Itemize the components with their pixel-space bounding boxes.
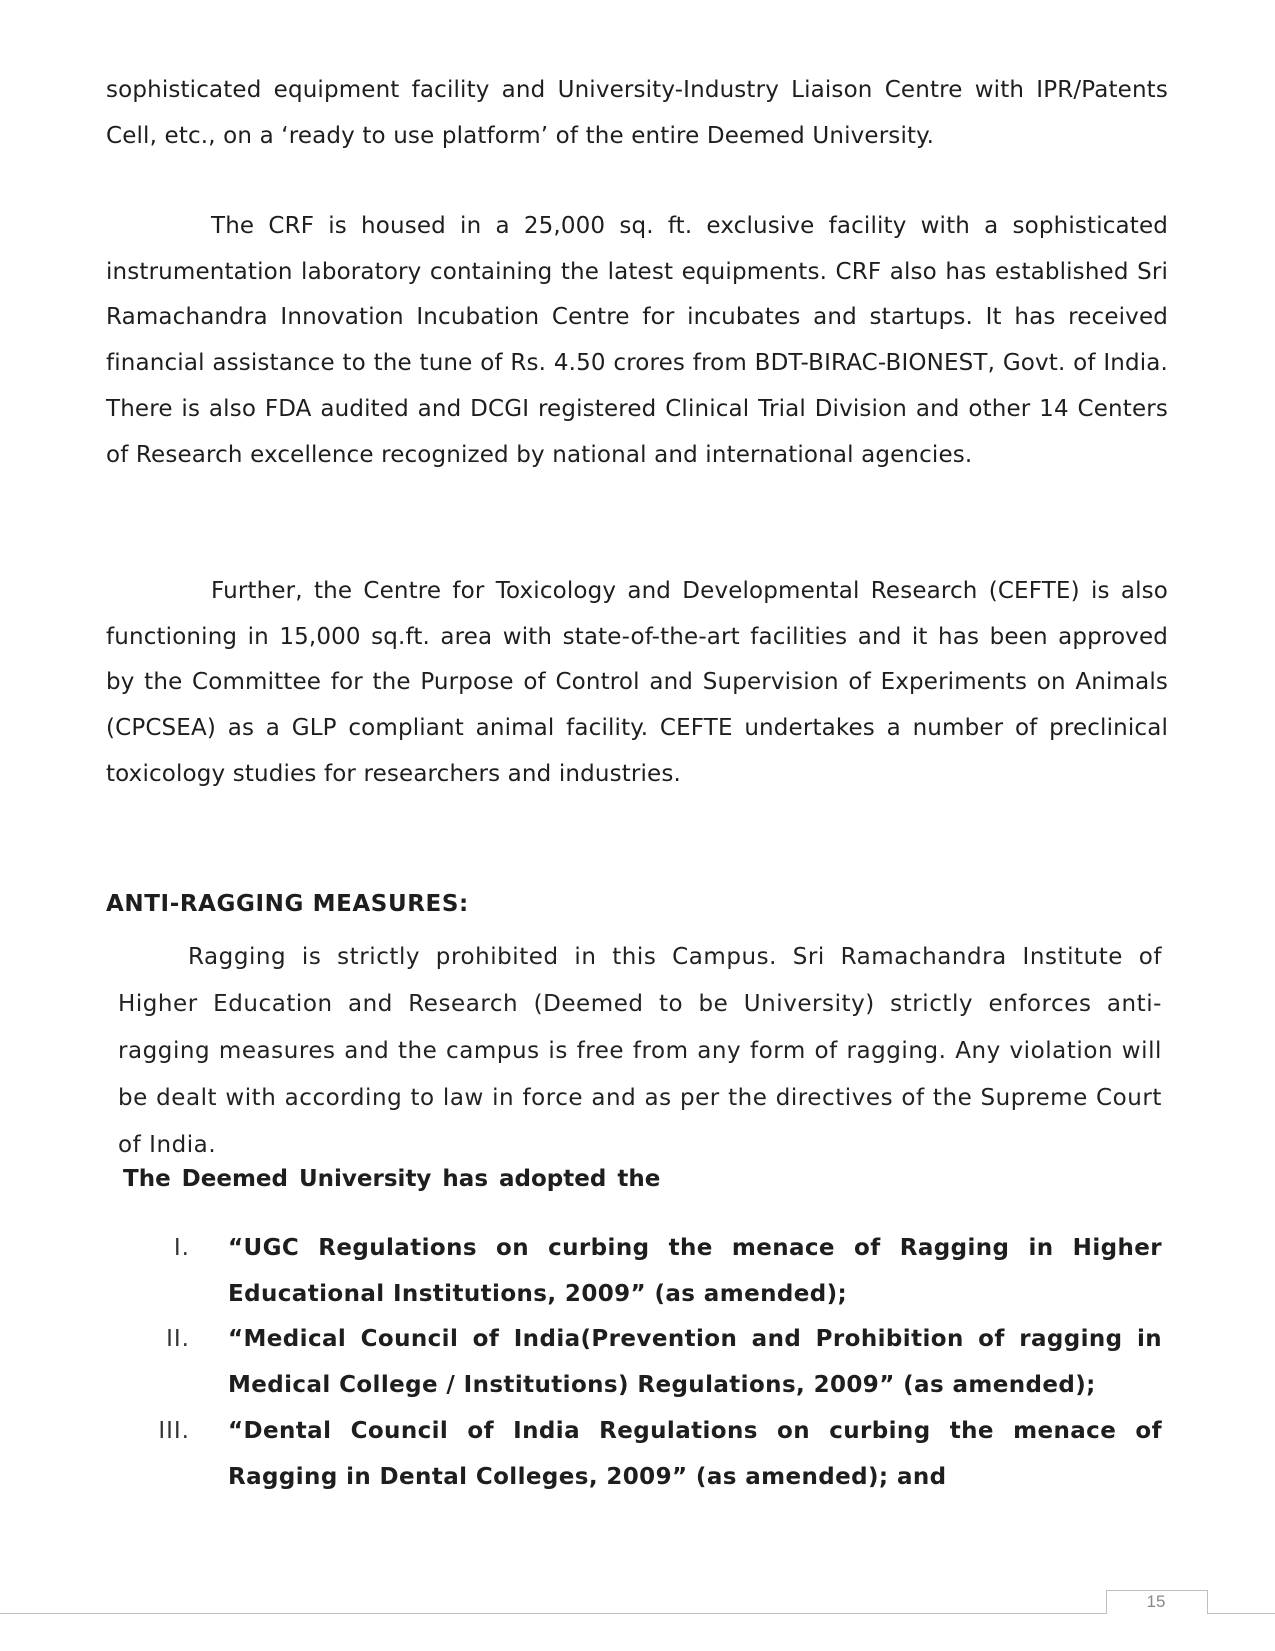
anti-ragging-heading: ANTI-RAGGING MEASURES:: [106, 891, 469, 917]
list-item-text: “UGC Regulations on curbing the menace of Ragging in Higher Educational Institutions, 2009” (as amended);: [228, 1235, 1162, 1307]
list-number: II.: [166, 1326, 190, 1353]
list-item: [140, 1226, 1162, 1317]
paragraph-crf-facility: The CRF is housed in a 25,000 sq. ft. exclusive facility with a sophisticated instrumentation laboratory containing the latest equipments. CRF also has established Sri Ramachandra Innovation Incubation Centre for incubates and startups. It has received financial assistance to the tune of Rs. 4.50 crores from BDT-BIRAC-BIONEST, Govt. of India. There is also FDA audited and DCGI registered Clinical Trial Division and other 14 Centers of Research excellence recognized by national and international agencies.: [106, 213, 1168, 468]
list-number: III.: [158, 1417, 190, 1444]
footer-rule: [0, 1613, 1275, 1614]
page-number: 15: [1146, 1592, 1166, 1611]
list-item-text: “Dental Council of India Regulations on curbing the menace of Ragging in Dental Colleges, 2009” (as amended); and: [228, 1417, 1162, 1490]
adopted-intro: The Deemed University has adopted the: [123, 1166, 661, 1192]
list-item-text: “Medical Council of India(Prevention and Prohibition of ragging in Medical College / Institutions) Regulations, 2009” (as amended);: [228, 1326, 1162, 1399]
paragraph-cefte: Further, the Centre for Toxicology and Developmental Research (CEFTE) is also functioning in 15,000 sq.ft. area with state-of-the-art facilities and it has been approved by the Committee for the Purpose of Control and Supervision of Experiments on Animals (CPCSEA) as a GLP compliant animal facility. CEFTE undertakes a number of preclinical toxicology studies for researchers and industries.: [106, 578, 1168, 787]
list-item: [140, 1317, 1162, 1408]
list-number: I.: [173, 1235, 190, 1261]
paragraph-crf-intro-end: sophisticated equipment facility and University-Industry Liaison Centre with IPR/Patents Cell, etc., on a ‘ready to use platform’ of the entire Deemed University.: [106, 77, 1168, 149]
regulations-list: [140, 1226, 1162, 1500]
list-item: [140, 1409, 1162, 1500]
anti-ragging-paragraph: Ragging is strictly prohibited in this Campus. Sri Ramachandra Institute of Higher Education and Research (Deemed to be University) strictly enforces anti-ragging measures and the campus is free from any form of ragging. Any violation will be dealt with according to law in force and as per the directives of the Supreme Court of India.: [118, 944, 1162, 1158]
